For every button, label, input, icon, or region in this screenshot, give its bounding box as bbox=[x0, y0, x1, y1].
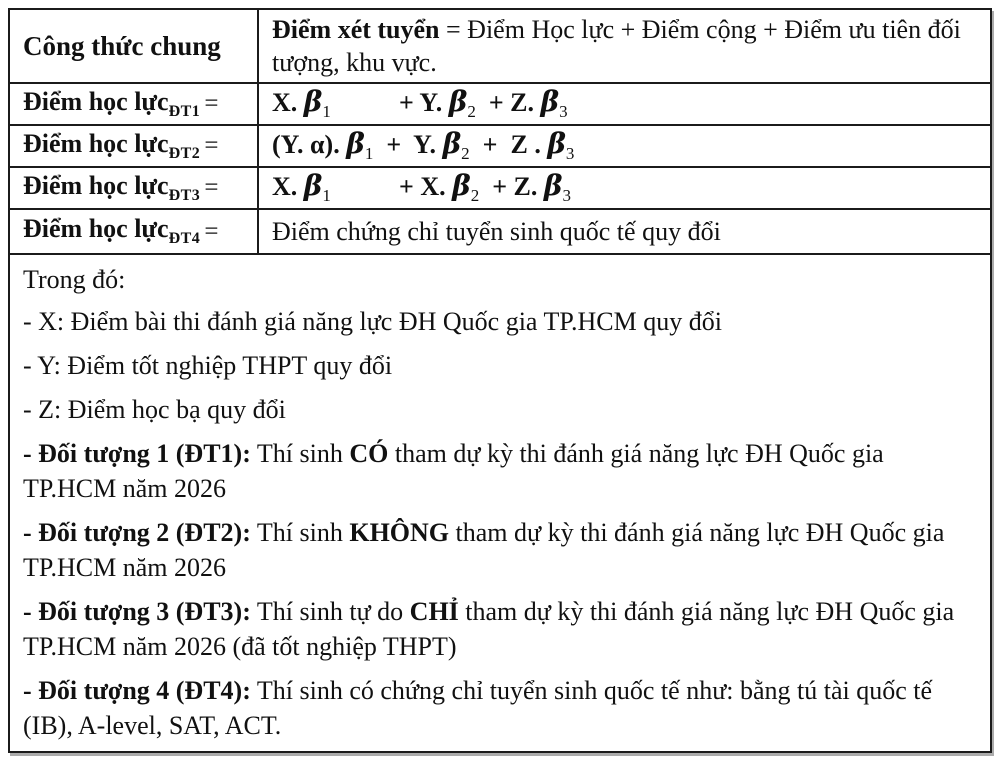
dt3-subscript: ĐT3 bbox=[168, 187, 201, 205]
dt2-label-cell bbox=[10, 126, 259, 166]
beta-symbol: β bbox=[547, 127, 566, 161]
formula-term: + X. $\beta_2$ bbox=[399, 169, 480, 206]
dt1-label-cell bbox=[10, 84, 259, 124]
table-row-dt3 bbox=[10, 168, 990, 210]
beta-symbol: β bbox=[303, 169, 323, 203]
general-formula-rest: = Điểm Học lực + Điểm cộng + Điểm ưu tiên đối tượng, khu vực. bbox=[272, 15, 961, 77]
note-item-dt2: - Đối tượng 2 (ĐT2): Thí sinh KHÔNG tham dự kỳ thi đánh giá năng lực ĐH Quốc gia TP.HCM năm 2026 bbox=[23, 518, 945, 582]
formula-term: + Z. $\beta_3$ bbox=[488, 85, 568, 122]
note-item-dt4: - Đối tượng 4 (ĐT4): Thí sinh có chứng chỉ tuyển sinh quốc tế như: bằng tú tài quốc tế (IB), A-level, SAT, ACT. bbox=[23, 676, 933, 740]
note-item-z: - Z: Điểm học bạ quy đổi bbox=[23, 395, 286, 424]
dt4-formula-cell bbox=[259, 210, 990, 253]
dt2-equals: = bbox=[204, 132, 219, 159]
formula-term: + Y. $\beta_2$ bbox=[399, 85, 476, 122]
table-row-dt4 bbox=[10, 210, 990, 255]
beta-symbol: β bbox=[442, 127, 462, 161]
table-row-dt1 bbox=[10, 84, 990, 126]
dt1-equals: = bbox=[204, 90, 219, 117]
formula-term: (Y. α). $\beta_1$ bbox=[272, 127, 374, 164]
dt4-label: Điểm học lực$_{ĐT4}$ bbox=[23, 214, 201, 248]
dt3-label-cell bbox=[10, 168, 259, 208]
formula-term: + Z. $\beta_3$ bbox=[492, 169, 571, 206]
dt4-subscript: ĐT4 bbox=[168, 230, 201, 248]
dt4-formula-text: Điểm chứng chỉ tuyển sinh quốc tế quy đổi bbox=[272, 216, 721, 246]
note-item-x: - X: Điểm bài thi đánh giá năng lực ĐH Quốc gia TP.HCM quy đổi bbox=[23, 307, 722, 336]
dt1-subscript: ĐT1 bbox=[168, 103, 201, 121]
dt3-label: Điểm học lực$_{ĐT3}$ bbox=[23, 170, 201, 205]
formula-term: X. $\beta_1$ bbox=[272, 169, 331, 206]
notes-intro: Trong đó: bbox=[23, 265, 126, 294]
dt2-label: Điểm học lực$_{ĐT2}$ bbox=[23, 128, 201, 163]
dt1-label: Điểm học lực$_{ĐT1}$ bbox=[23, 86, 201, 121]
general-formula-label: Công thức chung bbox=[23, 30, 221, 61]
table-row-dt2 bbox=[10, 126, 990, 168]
table-row-general-formula bbox=[10, 10, 990, 84]
dt4-equals: = bbox=[204, 217, 219, 245]
beta-symbol: β bbox=[540, 85, 560, 119]
dt3-equals: = bbox=[204, 174, 219, 201]
beta-symbol: β bbox=[543, 169, 563, 203]
formula-term: + Z . $\beta_3$ bbox=[482, 127, 575, 164]
beta-symbol: β bbox=[452, 169, 471, 203]
formula-term: X. $\beta_1$ bbox=[272, 85, 331, 122]
dt4-label-cell bbox=[10, 210, 259, 253]
beta-symbol: β bbox=[346, 127, 365, 161]
beta-symbol: β bbox=[448, 85, 468, 119]
dt3-formula-cell bbox=[259, 168, 990, 208]
note-item-y: - Y: Điểm tốt nghiệp THPT quy đổi bbox=[23, 351, 393, 380]
beta-symbol: β bbox=[303, 85, 323, 119]
admission-formula-table bbox=[8, 8, 992, 753]
general-formula-label-cell bbox=[10, 10, 259, 82]
notes-section bbox=[10, 255, 990, 751]
note-item-dt3: - Đối tượng 3 (ĐT3): Thí sinh tự do CHỈ tham dự kỳ thi đánh giá năng lực ĐH Quốc gia TP.HCM năm 2026 (đã tốt nghiệp THPT) bbox=[23, 597, 955, 661]
dt2-subscript: ĐT2 bbox=[168, 145, 201, 163]
note-item-dt1: - Đối tượng 1 (ĐT1): Thí sinh CÓ tham dự kỳ thi đánh giá năng lực ĐH Quốc gia TP.HCM năm 2026 bbox=[23, 439, 884, 503]
general-formula-bold-part: Điểm xét tuyển bbox=[272, 15, 440, 44]
general-formula-cell bbox=[259, 10, 990, 82]
dt1-formula-cell bbox=[259, 84, 990, 124]
dt2-formula-cell bbox=[259, 126, 990, 166]
formula-term: + Y. $\beta_2$ bbox=[386, 127, 470, 164]
